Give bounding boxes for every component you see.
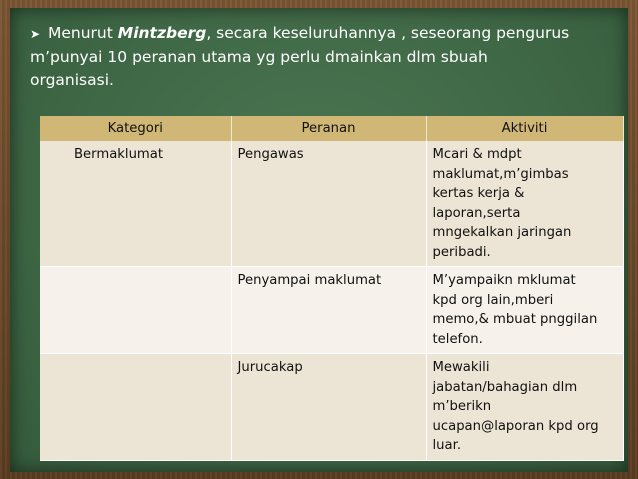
intro-line-1-rest: , secara keseluruhannya , seseorang pengurus [206,24,570,42]
intro-line-2: m’punyai 10 peranan utama yg perlu dmainkan dlm sbuah [30,48,488,66]
cell-aktiviti [426,354,623,461]
aktiviti-line: luar. [432,438,462,453]
cell-kategori [40,267,231,354]
aktiviti-line: memo,& mbuat pnggilan [432,312,598,327]
aktiviti-line: mngekalkan jaringan [432,225,572,240]
roles-table [40,116,624,461]
intro-lead: Menurut [48,24,118,42]
header-aktiviti: Aktiviti [426,116,623,141]
aktiviti-line: peribadi. [432,244,491,260]
aktiviti-line: telefon. [432,331,483,347]
aktiviti-line: m’berikn [432,399,492,414]
cell-peranan: Jurucakap [231,354,426,461]
aktiviti-line: Mcari & mdpt [432,147,522,162]
table-row [40,267,623,354]
cell-peranan: Penyampai maklumat [231,267,426,354]
aktiviti-line: ucapan@laporan kpd org [432,418,599,434]
aktiviti-line: kpd org lain,mberi [432,292,554,308]
arrow-bullet-icon: ➤ [30,27,41,41]
aktiviti-line: kertas kerja & [432,186,525,201]
aktiviti-line: maklumat,m’gimbas [432,166,569,182]
header-peranan: Peranan [231,116,426,141]
author-name: Mintzberg [117,24,207,42]
table-row [40,354,623,461]
header-kategori: Kategori [40,116,231,141]
intro-paragraph [30,22,628,92]
cell-peranan: Pengawas [231,141,426,267]
aktiviti-line: Mewakili [432,360,490,375]
cell-aktiviti [426,141,623,267]
aktiviti-line: laporan,serta [432,205,521,221]
cell-kategori [40,354,231,461]
cell-kategori: Bermaklumat [40,141,231,267]
aktiviti-line: M’yampaikn mklumat [432,273,576,288]
table-header-row [40,116,623,141]
chalkboard-slide [10,8,628,472]
intro-line-3: organisasi. [30,71,114,89]
aktiviti-line: jabatan/bahagian dlm [432,379,578,395]
table-row [40,141,623,267]
cell-aktiviti [426,267,623,354]
intro-line-1 [30,22,628,46]
